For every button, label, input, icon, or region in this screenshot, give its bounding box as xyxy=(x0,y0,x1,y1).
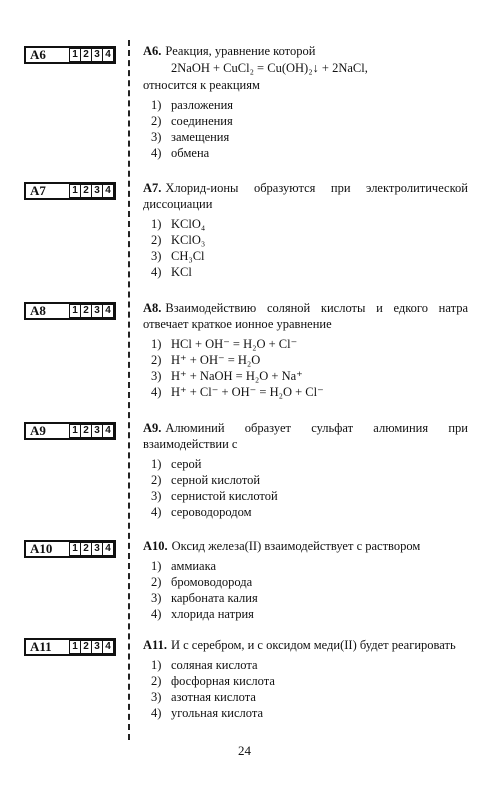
answer-cell-3[interactable]: 3 xyxy=(91,49,102,61)
question-text xyxy=(143,637,468,653)
option-text: хлорида натрия xyxy=(171,607,254,621)
question-text xyxy=(143,43,468,59)
question-text xyxy=(143,538,468,554)
question-number: A10. xyxy=(143,539,168,553)
answer-options xyxy=(143,456,468,520)
option-number: 3) xyxy=(151,489,162,503)
answer-cell-2[interactable]: 2 xyxy=(80,185,91,197)
option-1 xyxy=(151,336,468,352)
option-text: карбоната калия xyxy=(171,591,258,605)
question-a8 xyxy=(143,300,468,400)
dashed-divider xyxy=(128,40,130,740)
answer-options xyxy=(143,336,468,400)
option-number: 3) xyxy=(151,249,162,263)
answer-cells xyxy=(69,542,114,556)
question-stem: Хлорид-ионы образуются при электролитической диссоциации xyxy=(143,181,468,211)
option-3 xyxy=(151,248,468,264)
answer-box-label: A9 xyxy=(30,423,46,438)
option-1 xyxy=(151,97,468,113)
answer-cell-2[interactable]: 2 xyxy=(80,49,91,61)
answer-options xyxy=(143,216,468,280)
option-number: 2) xyxy=(151,575,162,589)
question-stem: И с серебром, и с оксидом меди(II) будет реагировать xyxy=(170,638,456,652)
option-number: 3) xyxy=(151,690,162,704)
answer-box-a8[interactable] xyxy=(24,302,116,320)
option-text: разложения xyxy=(171,98,234,112)
answer-cell-2[interactable]: 2 xyxy=(80,305,91,317)
option-2 xyxy=(151,673,468,689)
answer-cells xyxy=(69,424,114,438)
option-text: фосфорная кислота xyxy=(171,674,275,688)
question-stem: Реакция, уравнение которой xyxy=(165,44,316,58)
option-number: 4) xyxy=(151,607,162,621)
answer-cell-4[interactable]: 4 xyxy=(102,425,113,437)
option-text: CH₃Cl xyxy=(171,249,205,263)
answer-cell-3[interactable]: 3 xyxy=(91,641,102,653)
option-1 xyxy=(151,657,468,673)
option-4 xyxy=(151,606,468,622)
option-text: KClO₄ xyxy=(171,217,206,231)
question-a10 xyxy=(143,538,468,622)
answer-box-a6[interactable] xyxy=(24,46,116,64)
question-a7 xyxy=(143,180,468,280)
option-number: 2) xyxy=(151,674,162,688)
question-stem: Взаимодействию соляной кислоты и едкого натра отвечает краткое ионное уравнение xyxy=(143,301,468,331)
answer-options xyxy=(143,97,468,161)
option-text: соединения xyxy=(171,114,233,128)
option-number: 1) xyxy=(151,457,162,471)
answer-cells xyxy=(69,184,114,198)
option-number: 3) xyxy=(151,130,162,144)
option-3 xyxy=(151,129,468,145)
option-4 xyxy=(151,145,468,161)
question-a11 xyxy=(143,637,468,721)
option-number: 4) xyxy=(151,706,162,720)
option-4 xyxy=(151,705,468,721)
option-text: серной кислотой xyxy=(171,473,261,487)
option-2 xyxy=(151,352,468,368)
answer-cells xyxy=(69,640,114,654)
answer-cell-4[interactable]: 4 xyxy=(102,185,113,197)
option-number: 1) xyxy=(151,337,162,351)
answer-cell-1[interactable]: 1 xyxy=(72,49,78,60)
option-2 xyxy=(151,472,468,488)
answer-cell-1[interactable]: 1 xyxy=(72,641,78,652)
option-number: 4) xyxy=(151,385,162,399)
option-text: H⁺ + OH⁻ = H₂O xyxy=(171,353,261,367)
option-1 xyxy=(151,456,468,472)
answer-cell-2[interactable]: 2 xyxy=(80,543,91,555)
option-number: 3) xyxy=(151,591,162,605)
answer-options xyxy=(143,657,468,721)
option-text: HCl + OH⁻ = H₂O + Cl⁻ xyxy=(171,337,298,351)
option-number: 4) xyxy=(151,505,162,519)
option-text: KCl xyxy=(171,265,192,279)
question-stem: Алюминий образует сульфат алюминия при взаимодействии с xyxy=(143,421,468,451)
option-3 xyxy=(151,689,468,705)
question-number: A8. xyxy=(143,301,162,315)
option-3 xyxy=(151,488,468,504)
option-number: 1) xyxy=(151,217,162,231)
answer-cell-3[interactable]: 3 xyxy=(91,543,102,555)
option-4 xyxy=(151,504,468,520)
option-number: 1) xyxy=(151,98,162,112)
question-text xyxy=(143,420,468,452)
question-stem-continued: относится к реакциям xyxy=(143,78,260,92)
option-text: азотная кислота xyxy=(171,690,256,704)
option-number: 2) xyxy=(151,353,162,367)
answer-cell-4[interactable]: 4 xyxy=(102,305,113,317)
reaction-equation: 2NaOH + CuCl₂ = Cu(OH)₂↓ + 2NaCl, xyxy=(171,61,368,75)
option-text: сернистой кислотой xyxy=(171,489,278,503)
option-text: угольная кислота xyxy=(171,706,263,720)
option-text: замещения xyxy=(171,130,230,144)
answer-cell-1[interactable]: 1 xyxy=(72,305,78,316)
option-text: аммиака xyxy=(171,559,217,573)
answer-cell-2[interactable]: 2 xyxy=(80,641,91,653)
answer-options xyxy=(143,558,468,622)
option-text: обмена xyxy=(171,146,210,160)
answer-box-a7[interactable] xyxy=(24,182,116,200)
question-text xyxy=(143,300,468,332)
option-1 xyxy=(151,558,468,574)
answer-cell-2[interactable]: 2 xyxy=(80,425,91,437)
answer-cells xyxy=(69,48,114,62)
question-number: A11. xyxy=(143,638,167,652)
answer-box-a10[interactable] xyxy=(24,540,116,558)
page-number: 24 xyxy=(238,743,251,758)
option-number: 2) xyxy=(151,473,162,487)
option-number: 2) xyxy=(151,114,162,128)
answer-cell-3[interactable]: 3 xyxy=(91,425,102,437)
answer-box-label: A6 xyxy=(30,47,46,62)
option-4 xyxy=(151,264,468,280)
answer-cell-3[interactable]: 3 xyxy=(91,185,102,197)
question-stem: Оксид железа(II) взаимодействует с раствором xyxy=(171,539,421,553)
question-a9 xyxy=(143,420,468,520)
option-number: 3) xyxy=(151,369,162,383)
option-text: сероводородом xyxy=(171,505,252,519)
option-number: 4) xyxy=(151,146,162,160)
answer-box-a9[interactable] xyxy=(24,422,116,440)
option-2 xyxy=(151,232,468,248)
option-3 xyxy=(151,590,468,606)
question-number: A6. xyxy=(143,44,162,58)
question-text xyxy=(143,180,468,212)
option-text: соляная кислота xyxy=(171,658,258,672)
answer-cell-1[interactable]: 1 xyxy=(72,543,78,554)
answer-cell-3[interactable]: 3 xyxy=(91,305,102,317)
answer-cell-4[interactable]: 4 xyxy=(102,543,113,555)
answer-box-label: A8 xyxy=(30,303,46,318)
option-text: серой xyxy=(171,457,202,471)
option-3 xyxy=(151,368,468,384)
answer-box-label: A11 xyxy=(30,639,52,654)
option-text: бромоводорода xyxy=(171,575,253,589)
option-text: KClO₃ xyxy=(171,233,206,247)
question-number: A9. xyxy=(143,421,162,435)
answer-cell-4[interactable]: 4 xyxy=(102,49,113,61)
option-1 xyxy=(151,216,468,232)
option-number: 4) xyxy=(151,265,162,279)
answer-box-label: A10 xyxy=(30,541,53,556)
answer-cell-4[interactable]: 4 xyxy=(102,641,113,653)
option-2 xyxy=(151,574,468,590)
answer-box-label: A7 xyxy=(30,183,46,198)
option-number: 2) xyxy=(151,233,162,247)
option-number: 1) xyxy=(151,559,162,573)
answer-box-a11[interactable] xyxy=(24,638,116,656)
option-4 xyxy=(151,384,468,400)
answer-cells xyxy=(69,304,114,318)
answer-cell-1[interactable]: 1 xyxy=(72,425,78,436)
answer-cell-1[interactable]: 1 xyxy=(72,185,78,196)
question-number: A7. xyxy=(143,181,162,195)
option-text: H⁺ + NaOH = H₂O + Na⁺ xyxy=(171,369,303,383)
option-2 xyxy=(151,113,468,129)
option-number: 1) xyxy=(151,658,162,672)
question-a6 xyxy=(143,43,468,161)
option-text: H⁺ + Cl⁻ + OH⁻ = H₂O + Cl⁻ xyxy=(171,385,324,399)
